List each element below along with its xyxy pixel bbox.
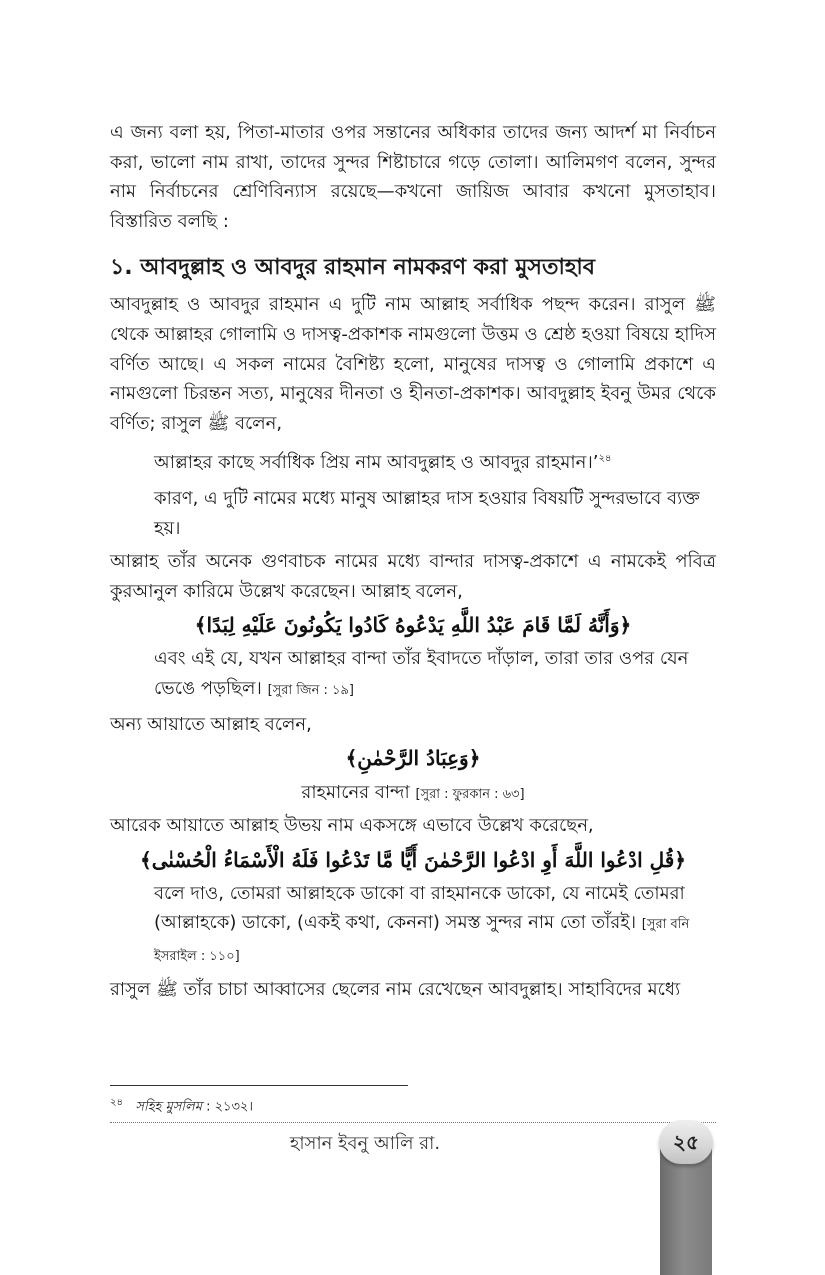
paragraph-1: আবদুল্লাহ ও আবদুর রাহমান এ দুটি নাম আল্লাহ সর্বাধিক পছন্দ করেন। রাসুল ﷺ থেকে আল্লাহর গোলামি ও দাসত্ব-প্রকাশক নামগুলো উত্তম ও শ্রেষ্ঠ হওয়া বিষয়ে হাদিস বর্ণিত আছে। এ সকল নামের বৈশিষ্ট্য হলো, মানুষের দাসত্ব ও গোলামি প্রকাশে এ নামগুলো চিরন্তন সত্য, মানুষের দীনতা ও হীনতা-প্রকাশক। আবদুল্লাহ ইবনু উমর থেকে বর্ণিত; রাসুল ﷺ বলেন, <box>110 294 716 434</box>
footnote-source: সহিহ মুসলিম <box>135 1099 202 1115</box>
paragraph-3: অন্য আয়াতে আল্লাহ বলেন, <box>110 713 312 735</box>
arabic-verse-3: ﴿قُلِ ادْعُوا اللَّهَ أَوِ ادْعُوا الرَّحْمٰنَ أَيًّا مَّا تَدْعُوا فَلَهُ الْأَسْمَاءُ الْحُسْنٰى﴾ <box>139 847 687 872</box>
explanation-quote: কারণ, এ দুটি নামের মধ্যে মানুষ আল্লাহর দাস হওয়ার বিষয়টি সুন্দরভাবে ব্যক্ত হয়। <box>154 487 700 539</box>
paragraph-5: রাসুল ﷺ তাঁর চাচা আব্বাসের ছেলের নাম রেখেছেন আবদুল্লাহ। সাহাবিদের মধ্যে <box>110 979 681 1001</box>
paragraph-2: আল্লাহ তাঁর অনেক গুণবাচক নামের মধ্যে বান্দার দাসত্ব-প্রকাশে এ নামকেই পবিত্র কুরআনুল কারিমে উল্লেখ করেছেন। আল্লাহ বলেন, <box>110 551 716 602</box>
translation-1 <box>154 644 716 705</box>
section-heading: ১. আবদুল্লাহ ও আবদুর রাহমান নামকরণ করা মুসতাহাব <box>110 255 596 281</box>
reference-3: [সুরা বনি ইসরাইল : ১১০] <box>154 917 690 964</box>
translation-3-text: বলে দাও, তোমরা আল্লাহকে ডাকো বা রাহমানকে ডাকো, যে নামেই তোমরা (আল্লাহকে) ডাকো, (একই কথা, কেননা) সমস্ত সুন্দর নাম তো তাঁরই। <box>154 882 685 934</box>
footnote-marker: ২৪ <box>598 453 612 465</box>
footnote <box>110 1094 253 1116</box>
arabic-verse-2: ﴿وَعِبَادُ الرَّحْمٰنِ﴾ <box>345 746 481 771</box>
arabic-verse-1: ﴿وَأَنَّهُ لَمَّا قَامَ عَبْدُ اللَّهِ يَدْعُوهُ كَادُوا يَكُونُونَ عَلَيْهِ لِبَدًا﴾ <box>194 613 632 638</box>
paragraph-4: আরেক আয়াতে আল্লাহ উভয় নাম একসঙ্গে এভাবে উল্লেখ করেছেন, <box>110 815 594 837</box>
reference-1: [সুরা জিন : ১৯] <box>267 682 355 698</box>
translation-1-text: এবং এই যে, যখন আল্লাহর বান্দা তাঁর ইবাদতে দাঁড়াল, তারা তার ওপর যেন ভেঙে পড়ছিল। <box>154 648 689 699</box>
translation-3 <box>154 879 716 972</box>
page-content <box>110 118 716 1005</box>
translation-2-text: রাহমানের বান্দা <box>301 782 410 804</box>
running-footer-title: হাসান ইবনু আলি রা. <box>289 1133 441 1154</box>
translation-2 <box>110 777 716 811</box>
hadith-quote-text: আল্লাহর কাছে সর্বাধিক প্রিয় নাম আবদুল্লাহ ও আবদুর রাহমান।’ <box>154 452 599 474</box>
footnote-number: ২৪ <box>110 1097 123 1108</box>
hadith-quote <box>154 444 716 478</box>
page-number: ২৫ <box>659 1120 713 1164</box>
footnote-divider <box>110 1085 408 1086</box>
reference-2: [সুরা : ফুরকান : ৬৩] <box>415 787 525 803</box>
intro-paragraph: এ জন্য বলা হয়, পিতা-মাতার ওপর সন্তানের অধিকার তাদের জন্য আদর্শ মা নির্বাচন করা, ভালো নাম রাখা, তাদের সুন্দর শিষ্টাচারে গড়ে তোলা। আলিমগণ বলেন, সুন্দর নাম নির্বাচনের শ্রেণিবিন্যাস রয়েছে—কখনো জায়িজ আবার কখনো মুসতাহাব। বিস্তারিত বলছি : <box>110 122 716 232</box>
footer-divider <box>110 1122 716 1123</box>
footnote-detail: : ২১৩২। <box>201 1099 254 1115</box>
